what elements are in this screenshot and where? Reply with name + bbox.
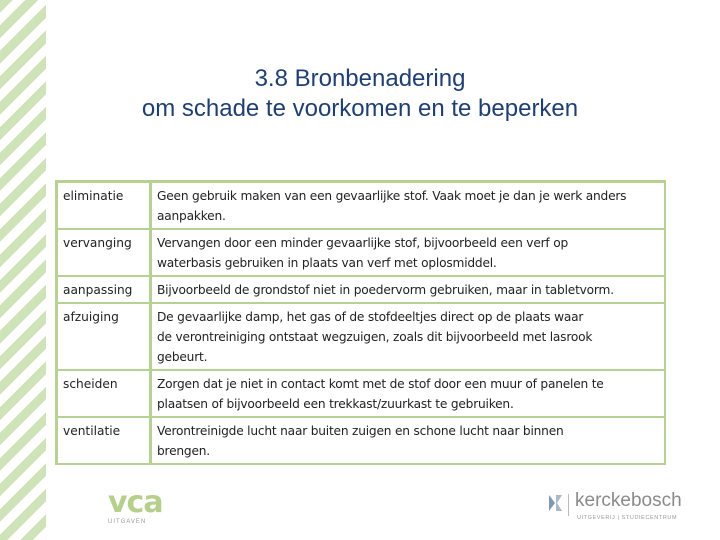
description-cell [151, 303, 666, 370]
slide-title [0, 64, 720, 124]
publisher-subtitle: UITGEVERIJ | STUDIECENTRUM [577, 515, 678, 521]
term-cell: afzuiging [58, 303, 151, 370]
description-line: Bijvoorbeeld de grondstof niet in poedervorm gebruiken, maar in tabletvorm. [157, 283, 614, 297]
term-cell: aanpassing [58, 276, 151, 303]
table-row [58, 276, 665, 303]
kerckebosch-mark-icon [548, 494, 564, 512]
description-line: brengen. [157, 444, 210, 458]
measures-table [55, 180, 666, 465]
description-cell [151, 370, 666, 417]
vca-logo-subtitle: UITGAVEN [108, 519, 147, 525]
description-line: gebeurt. [157, 350, 208, 364]
description-cell [151, 229, 666, 276]
term-cell: vervanging [58, 229, 151, 276]
description-line: waterbasis gebruiken in plaats van verf met oplosmiddel. [157, 256, 497, 270]
table-row [58, 370, 665, 417]
term-cell: eliminatie [58, 183, 151, 229]
description-cell [151, 417, 666, 464]
description-line: Geen gebruik maken van een gevaarlijke stof. Vaak moet je dan je werk anders [157, 189, 627, 203]
table-row [58, 417, 665, 464]
description-line: Zorgen dat je niet in contact komt met de stof door een muur of panelen te [157, 377, 604, 391]
publisher-name: kerckebosch [575, 490, 682, 511]
description-line: De gevaarlijke damp, het gas of de stofdeeltjes direct op de plaats waar [157, 310, 584, 324]
logo-divider [568, 494, 569, 516]
table-row [58, 229, 665, 276]
vca-logo-text: vca [108, 485, 163, 520]
table-row [58, 183, 665, 229]
title-line-2: om schade te voorkomen en te beperken [141, 95, 579, 122]
description-cell [151, 183, 666, 229]
term-cell: scheiden [58, 370, 151, 417]
table-row [58, 303, 665, 370]
title-line-1: 3.8 Bronbenadering [254, 65, 466, 92]
kerckebosch-logo [548, 490, 698, 526]
description-line: plaatsen of bijvoorbeeld een trekkast/zuurkast te gebruiken. [157, 397, 514, 411]
term-cell: ventilatie [58, 417, 151, 464]
description-line: de verontreiniging ontstaat wegzuigen, zoals dit bijvoorbeeld met lasrook [157, 330, 593, 344]
description-line: aanpakken. [157, 209, 226, 223]
description-line: Vervangen door een minder gevaarlijke stof, bijvoorbeeld een verf op [157, 236, 568, 250]
description-cell [151, 276, 666, 303]
vca-logo [108, 485, 170, 528]
description-line: Verontreinigde lucht naar buiten zuigen en schone lucht naar binnen [157, 424, 564, 438]
